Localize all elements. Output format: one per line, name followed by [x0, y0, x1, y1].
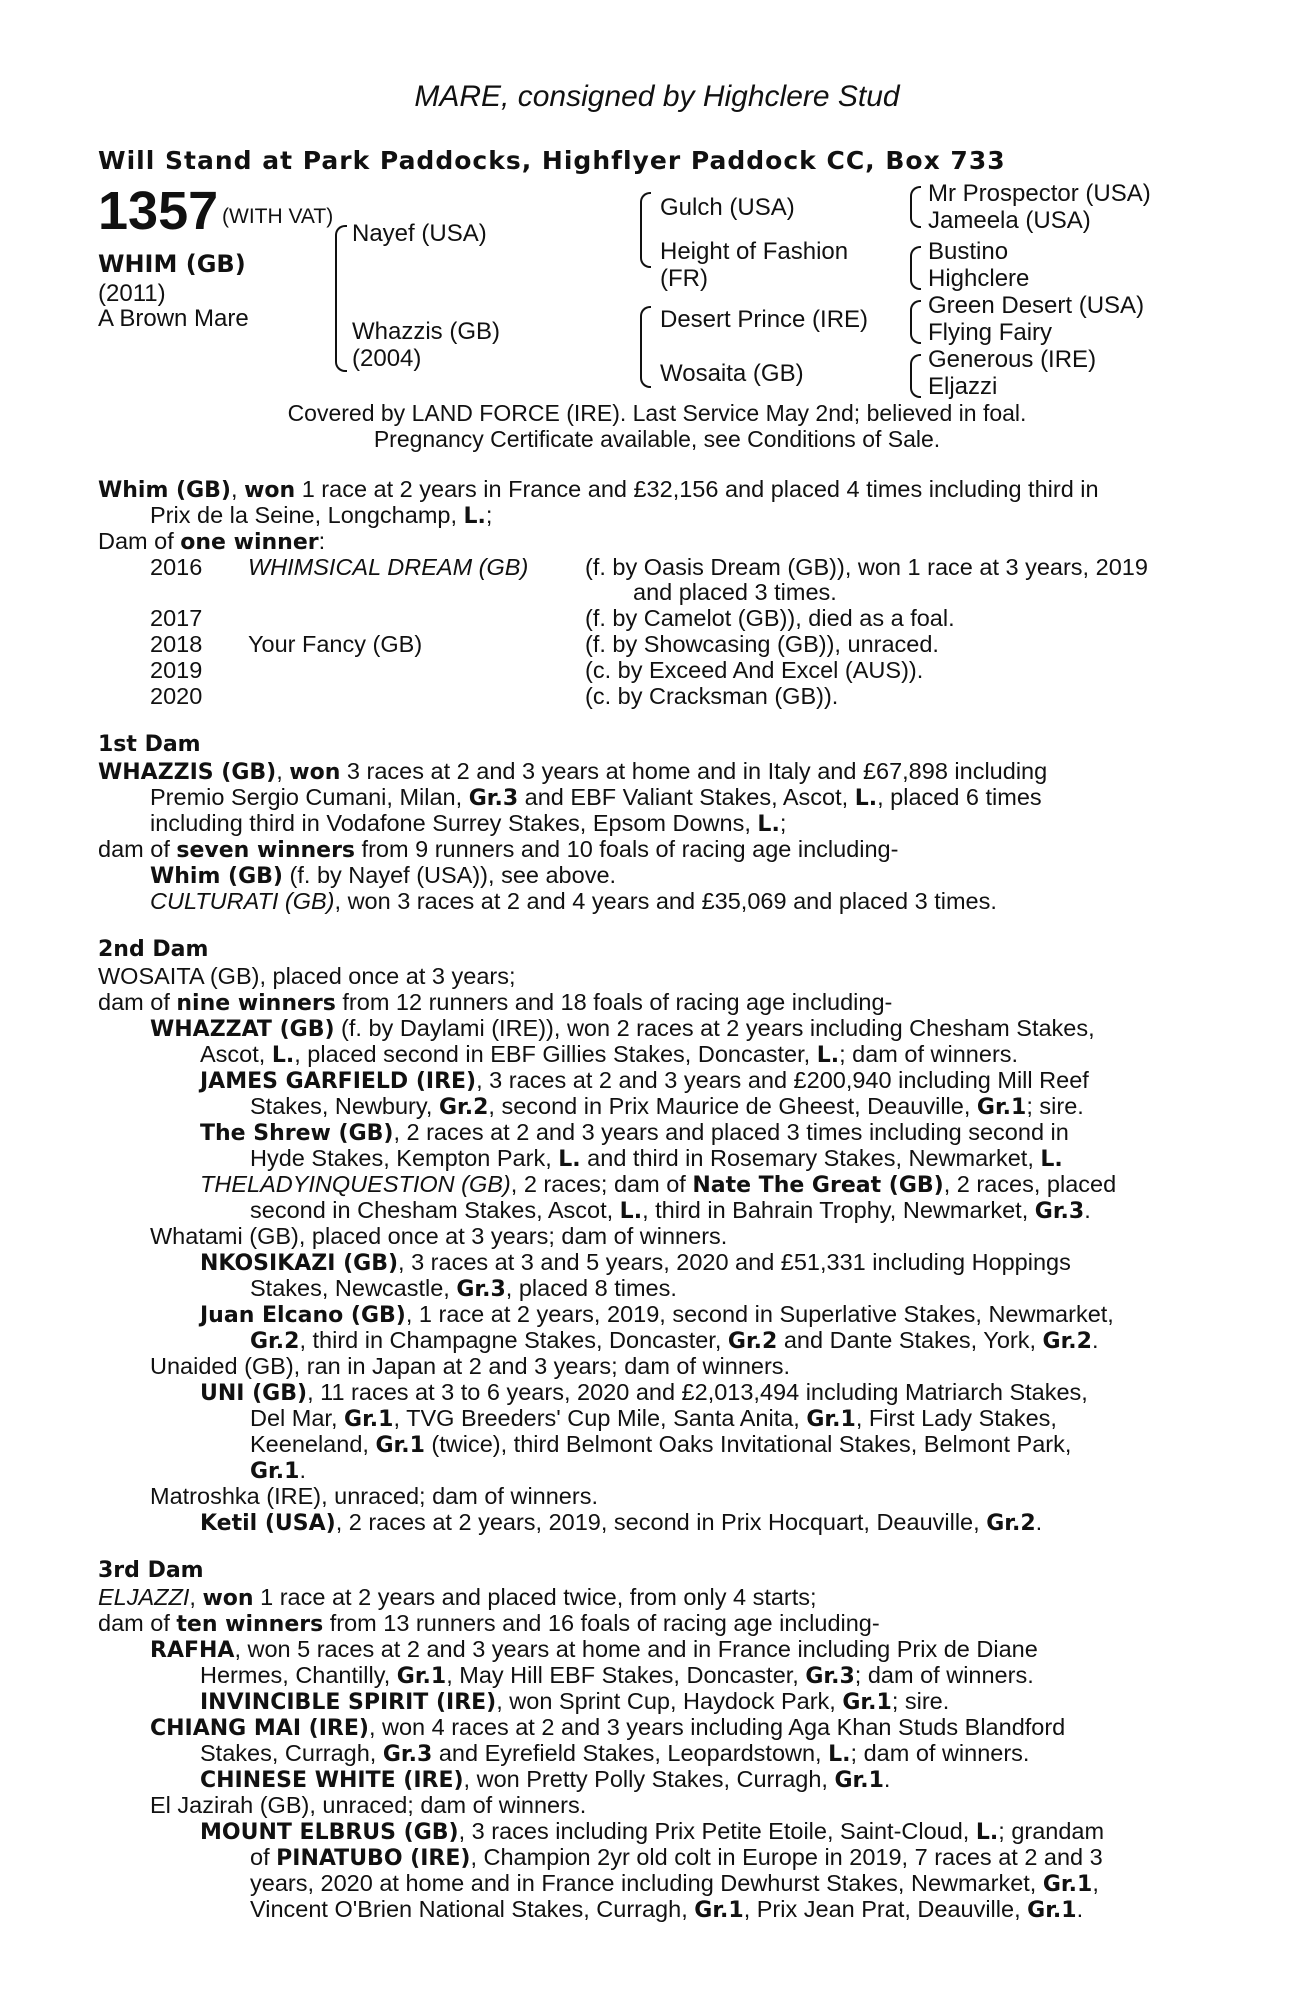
dam2-line: UNI (GB), 11 races at 3 to 6 years, 2020 and £2,013,494 including Matriarch Stakes, — [200, 1379, 1088, 1406]
dam1-line: including third in Vodafone Surrey Stakes, Epsom Downs, L.; — [150, 810, 787, 837]
consignor-title: MARE, consigned by Highclere Stud — [414, 80, 900, 113]
dam2-line: dam of nine winners from 12 runners and 18 foals of racing age including- — [98, 989, 893, 1016]
dam2-line: THELADYINQUESTION (GB), 2 races; dam of Nate The Great (GB), 2 races, placed — [200, 1171, 1117, 1198]
pedigree-sire-dam: Height of Fashion — [660, 238, 849, 265]
dam3-line: years, 2020 at home and in France including Dewhurst Stakes, Newmarket, Gr.1, — [250, 1870, 1099, 1897]
whim-line-1: Whim (GB), won 1 race at 2 years in France and £32,156 and placed 4 times including third in — [98, 476, 1099, 503]
dam3-line: Stakes, Curragh, Gr.3 and Eyrefield Stakes, Leopardstown, L.; dam of winners. — [200, 1740, 1030, 1767]
dam3-line: MOUNT ELBRUS (GB), 3 races including Prix Petite Etoile, Saint-Cloud, L.; grandam — [200, 1818, 1105, 1845]
dam2-line: Stakes, Newbury, Gr.2, second in Prix Maurice de Gheest, Deauville, Gr.1; sire. — [250, 1093, 1084, 1120]
pedigree-dam-year: (2004) — [352, 345, 422, 372]
dam2-line: Ascot, L., placed second in EBF Gillies Stakes, Doncaster, L.; dam of winners. — [200, 1041, 1019, 1068]
dam2-line: Gr.1. — [250, 1457, 306, 1484]
pedigree-ssd: Jameela (USA) — [928, 207, 1091, 234]
brace-sire — [640, 192, 651, 268]
produce-name: WHIMSICAL DREAM (GB) — [248, 554, 529, 580]
produce-name: Your Fancy (GB) — [248, 631, 423, 657]
stand-location: Will Stand at Park Paddocks, Highflyer Paddock CC, Box 733 — [98, 146, 1006, 175]
produce-year: 2020 — [150, 683, 203, 709]
dam2-line: Juan Elcano (GB), 1 race at 2 years, 2019, second in Superlative Stakes, Newmarket, — [200, 1301, 1114, 1328]
dam2-line: Stakes, Newcastle, Gr.3, placed 8 times. — [250, 1275, 677, 1302]
dam1-line: WHAZZIS (GB), won 3 races at 2 and 3 years at home and in Italy and £67,898 including — [98, 758, 1048, 785]
dam1-line: dam of seven winners from 9 runners and 10 foals of racing age including- — [98, 836, 899, 863]
dam3-line: Vincent O'Brien National Stakes, Curragh, Gr.1, Prix Jean Prat, Deauville, Gr.1. — [250, 1896, 1084, 1923]
whim-dam-of: Dam of one winner: — [98, 528, 326, 555]
dam2-line: Hyde Stakes, Kempton Park, L. and third in Rosemary Stakes, Newmarket, L. — [250, 1145, 1063, 1172]
pedigree-dam-sire: Desert Prince (IRE) — [660, 306, 869, 333]
dam3-line: of PINATUBO (IRE), Champion 2yr old colt in Europe in 2019, 7 races at 2 and 3 — [250, 1844, 1103, 1871]
dam3-line: El Jazirah (GB), unraced; dam of winners. — [150, 1792, 587, 1818]
second-dam-heading: 2nd Dam — [98, 937, 209, 962]
brace-gen1 — [335, 225, 347, 372]
pedigree-dam: Whazzis (GB) — [352, 318, 501, 345]
horse-name: WHIM (GB) — [98, 250, 246, 278]
whim-line-2: Prix de la Seine, Longchamp, L.; — [150, 502, 493, 529]
pedigree-sss: Mr Prospector (USA) — [928, 180, 1151, 207]
covered-line: Covered by LAND FORCE (IRE). Last Service May 2nd; believed in foal. — [287, 400, 1027, 426]
brace-dd — [910, 354, 921, 398]
produce-year: 2019 — [150, 657, 203, 683]
pedigree-sds: Bustino — [928, 238, 1009, 265]
brace-ss — [910, 186, 921, 228]
brace-sd — [910, 246, 921, 290]
produce-year: 2016 — [150, 554, 203, 580]
dam2-line: The Shrew (GB), 2 races at 2 and 3 years and placed 3 times including second in — [200, 1119, 1069, 1146]
dam2-line: Unaided (GB), ran in Japan at 2 and 3 years; dam of winners. — [150, 1353, 791, 1379]
dam2-line: Ketil (USA), 2 races at 2 years, 2019, second in Prix Hocquart, Deauville, Gr.2. — [200, 1509, 1043, 1536]
first-dam-heading: 1st Dam — [98, 732, 201, 757]
horse-year: (2011) — [98, 280, 166, 307]
pedigree-sire-dam-2: (FR) — [660, 265, 708, 292]
horse-description: A Brown Mare — [98, 305, 249, 332]
produce-year: 2018 — [150, 631, 203, 657]
dam2-line: second in Chesham Stakes, Ascot, L., third in Bahrain Trophy, Newmarket, Gr.3. — [250, 1197, 1091, 1224]
pedigree-sire: Nayef (USA) — [352, 220, 487, 247]
vat-note: (WITH VAT) — [222, 205, 334, 228]
dam3-line: Hermes, Chantilly, Gr.1, May Hill EBF Stakes, Doncaster, Gr.3; dam of winners. — [200, 1662, 1034, 1689]
produce-details: (c. by Exceed And Excel (AUS)). — [585, 657, 924, 683]
third-dam-heading: 3rd Dam — [98, 1558, 204, 1583]
brace-ds — [910, 300, 921, 344]
produce-details: (f. by Showcasing (GB)), unraced. — [585, 631, 939, 657]
dam2-line: Gr.2, third in Champagne Stakes, Doncaster, Gr.2 and Dante Stakes, York, Gr.2. — [250, 1327, 1099, 1354]
dam2-line: WHAZZAT (GB) (f. by Daylami (IRE)), won 2 races at 2 years including Chesham Stakes, — [150, 1015, 1095, 1042]
dam3-line: INVINCIBLE SPIRIT (IRE), won Sprint Cup, Haydock Park, Gr.1; sire. — [200, 1688, 950, 1715]
produce-details-cont: and placed 3 times. — [633, 579, 837, 605]
dam2-line: NKOSIKAZI (GB), 3 races at 3 and 5 years, 2020 and £51,331 including Hoppings — [200, 1249, 1071, 1276]
pedigree-dds: Generous (IRE) — [928, 346, 1097, 373]
dam1-line: Whim (GB) (f. by Nayef (USA)), see above. — [150, 862, 617, 889]
dam1-line: Premio Sergio Cumani, Milan, Gr.3 and EBF Valiant Stakes, Ascot, L., placed 6 times — [150, 784, 1042, 811]
pedigree-sire-sire: Gulch (USA) — [660, 194, 795, 221]
pedigree-ddd: Eljazzi — [928, 373, 998, 400]
produce-details: (c. by Cracksman (GB)). — [585, 683, 839, 709]
pregnancy-line: Pregnancy Certificate available, see Conditions of Sale. — [373, 426, 941, 452]
dam2-line: WOSAITA (GB), placed once at 3 years; — [98, 963, 516, 989]
dam2-line: Del Mar, Gr.1, TVG Breeders' Cup Mile, Santa Anita, Gr.1, First Lady Stakes, — [250, 1405, 1057, 1432]
lot-number: 1357 — [98, 181, 219, 241]
dam3-line: RAFHA, won 5 races at 2 and 3 years at home and in France including Prix de Diane — [150, 1636, 1038, 1663]
dam3-line: CHIANG MAI (IRE), won 4 races at 2 and 3 years including Aga Khan Studs Blandford — [150, 1714, 1066, 1741]
produce-year: 2017 — [150, 605, 203, 631]
dam2-line: Keeneland, Gr.1 (twice), third Belmont Oaks Invitational Stakes, Belmont Park, — [250, 1431, 1072, 1458]
pedigree-dam-dam: Wosaita (GB) — [660, 360, 804, 387]
brace-dam — [640, 306, 651, 388]
dam3-line: dam of ten winners from 13 runners and 16 foals of racing age including- — [98, 1610, 880, 1637]
dam2-line: Whatami (GB), placed once at 3 years; dam of winners. — [150, 1223, 728, 1249]
pedigree-dss: Green Desert (USA) — [928, 292, 1145, 319]
dam2-line: JAMES GARFIELD (IRE), 3 races at 2 and 3 years and £200,940 including Mill Reef — [200, 1067, 1089, 1094]
produce-details: (f. by Camelot (GB)), died as a foal. — [585, 605, 955, 631]
dam3-line: ELJAZZI, won 1 race at 2 years and placed twice, from only 4 starts; — [98, 1584, 817, 1611]
dam1-line: CULTURATI (GB), won 3 races at 2 and 4 years and £35,069 and placed 3 times. — [150, 888, 997, 914]
dam2-line: Matroshka (IRE), unraced; dam of winners. — [150, 1483, 598, 1509]
dam3-line: CHINESE WHITE (IRE), won Pretty Polly Stakes, Curragh, Gr.1. — [200, 1766, 891, 1793]
produce-details: (f. by Oasis Dream (GB)), won 1 race at 3 years, 2019 — [585, 554, 1148, 580]
pedigree-dsd: Flying Fairy — [928, 319, 1053, 346]
pedigree-sdd: Highclere — [928, 265, 1030, 292]
